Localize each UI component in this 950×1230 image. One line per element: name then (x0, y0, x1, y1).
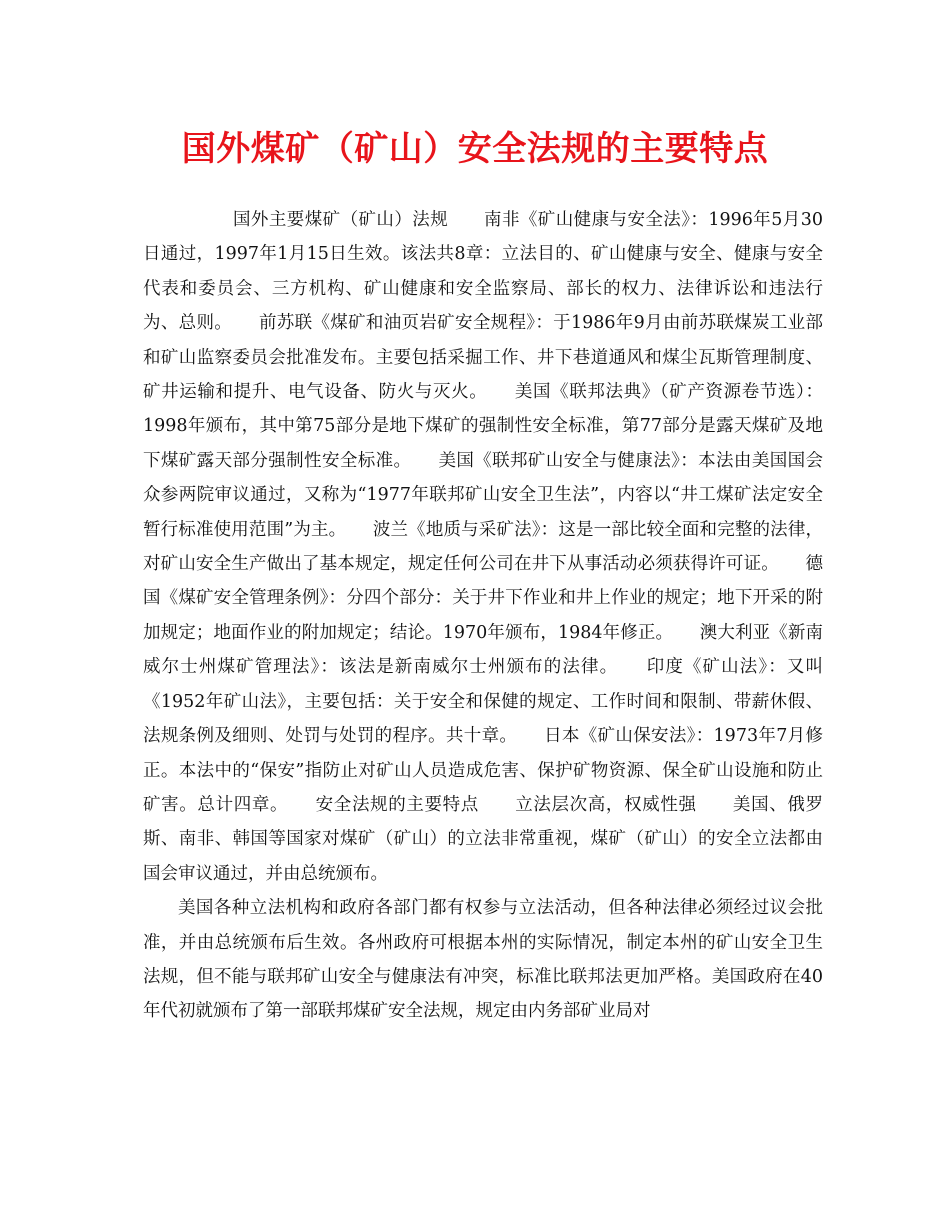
document-body (143, 203, 823, 1029)
document-title: 国外煤矿（矿山）安全法规的主要特点 (181, 129, 769, 169)
paragraph: 美国各种立法机构和政府各部门都有权参与立法活动，但各种法律必须经过议会批准，并由总统颁布后生效。各州政府可根据本州的实际情况，制定本州的矿山安全卫生法规，但不能与联邦矿山安全与健康法有冲突，标准比联邦法更加严格。美国政府在40年代初就颁布了第一部联邦煤矿安全法规，规定由内务部矿业局对 (143, 898, 823, 1022)
paragraph: 国外主要煤矿（矿山）法规 南非《矿山健康与安全法》：1996年5月30日通过，1997年1月15日生效。该法共8章：立法目的、矿山健康与安全、健康与安全代表和委员会、三方机构、矿山健康和安全监察局、部长的权力、法律诉讼和违法行为、总则。 前苏联《煤矿和油页岩矿安全规程》：于1986年9月由前苏联煤炭工业部和矿山监察委员会批准发布。主要包括采掘工作、井下巷道通风和煤尘瓦斯管理制度、矿井运输和提升、电气设备、防火与灭火。 美国《联邦法典》（矿产资源卷节选）：1998年颁布，其中第75部分是地下煤矿的强制性安全标准，第77部分是露天煤矿及地下煤矿露天部分强制性安全标准。 美国《联邦矿山安全与健康法》：本法由美国国会众参两院审议通过，又称为“1977年联邦矿山安全卫生法”，内容以“井工煤矿法定安全暂行标准使用范围”为主。 波兰《地质与采矿法》：这是一部比较全面和完整的法律，对矿山安全生产做出了基本规定，规定任何公司在井下从事活动必须获得许可证。 德国《煤矿安全管理条例》：分四个部分：关于井下作业和井上作业的规定；地下开采的附加规定；地面作业的附加规定；结论。1970年颁布，1984年修正。 澳大利亚《新南威尔士州煤矿管理法》：该法是新南威尔士州颁布的法律。 印度《矿山法》：又叫《1952年矿山法》，主要包括：关于安全和保健的规定、工作时间和限制、带薪休假、法规条例及细则、处罚与处罚的程序。共十章。 日本《矿山保安法》：1973年7月修正。本法中的“保安”指防止对矿山人员造成危害、保护矿物资源、保全矿山设施和防止矿害。总计四章。 安全法规的主要特点 立法层次高，权威性强 美国、俄罗斯、南非、韩国等国家对煤矿（矿山）的立法非常重视，煤矿（矿山）的安全立法都由国会审议通过，并由总统颁布。 (143, 210, 823, 884)
